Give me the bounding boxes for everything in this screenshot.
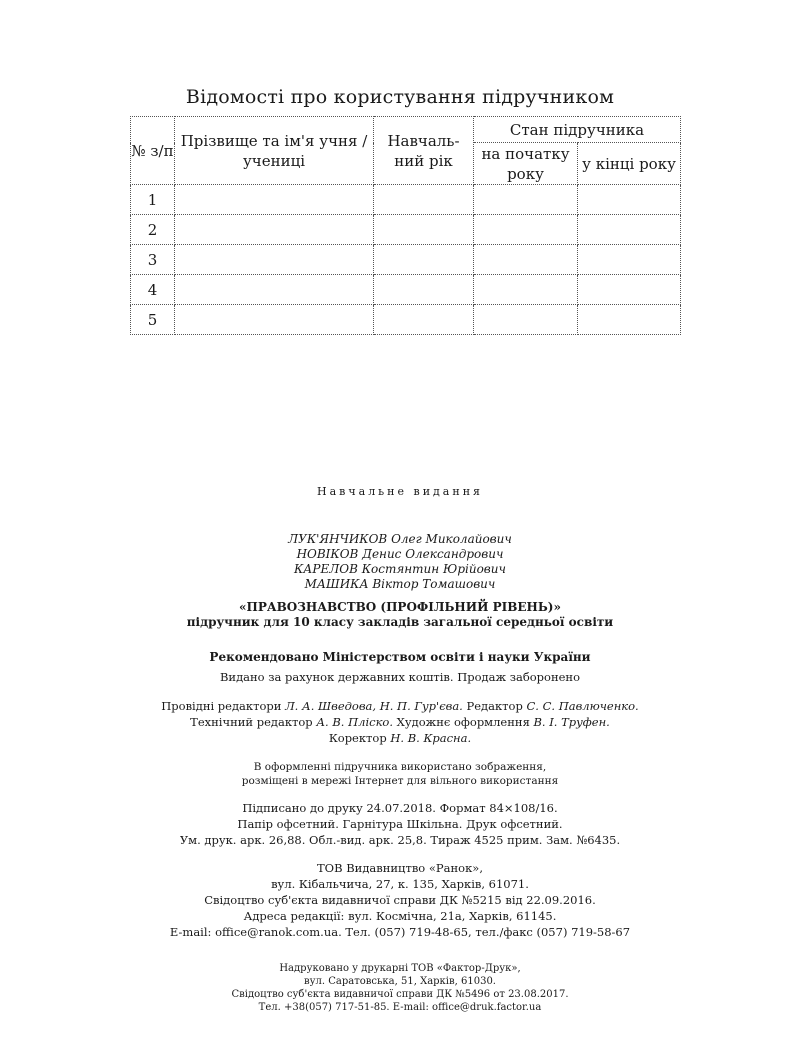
- tech-editor-label: Технічний редактор: [190, 715, 313, 729]
- lead-editors-label: Провідні редактори: [161, 699, 282, 713]
- cell-year: [374, 305, 474, 335]
- cell-year: [374, 275, 474, 305]
- printer-line: вул. Саратовська, 51, Харків, 61030.: [304, 976, 496, 987]
- row-number: 2: [131, 215, 175, 245]
- images-note-line: розміщені в мережі Інтернет для вільного використання: [241, 775, 559, 787]
- printer-info: [0, 962, 800, 1014]
- author: КАРЕЛОВ Костянтин Юрійович: [294, 562, 506, 576]
- page-title: Відомості про користування підручником: [185, 86, 615, 108]
- editors-block: [0, 698, 800, 746]
- printer-line: Свідоцтво суб'єкта видавничої справи ДК №5496 от 23.08.2017.: [231, 989, 569, 1000]
- editor-label: Редактор: [466, 699, 523, 713]
- editors-line-1: [0, 698, 800, 714]
- edition-type: Навчальне видання: [317, 485, 483, 498]
- col-end-header: у кінці року: [578, 143, 681, 185]
- publisher-info: [0, 860, 800, 940]
- cell-year: [374, 215, 474, 245]
- author: МАШИКА Віктор Томашович: [304, 577, 496, 591]
- table-row: [131, 275, 681, 305]
- col-name-header: Прізвище та ім'я учня / учениці: [175, 117, 374, 185]
- cell-name: [175, 275, 374, 305]
- book-title-block: [0, 600, 800, 630]
- funding-note: Видано за рахунок державних коштів. Продаж заборонено: [219, 670, 581, 684]
- images-note-line: В оформленні підручника використано зображення,: [253, 761, 547, 773]
- table-row: [131, 245, 681, 275]
- printer-line: Тел. +38(057) 717-51-85. E-mail: office@druk.factor.ua: [258, 1002, 542, 1013]
- cell-start: [474, 305, 578, 335]
- col-state-header: Стан підручника: [474, 117, 681, 143]
- publisher-line: ТОВ Видавництво «Ранок»,: [317, 861, 483, 875]
- book-title: «ПРАВОЗНАВСТВО (ПРОФІЛЬНИЙ РІВЕНЬ)»: [239, 600, 561, 614]
- row-number: 5: [131, 305, 175, 335]
- editor-name: С. С. Павлюченко.: [526, 699, 639, 713]
- print-info-line: Підписано до друку 24.07.2018. Формат 84×108/16.: [242, 801, 558, 815]
- print-info-line: Папір офсетний. Гарнітура Шкільна. Друк офсетний.: [237, 817, 563, 831]
- publisher-line: вул. Кібальчича, 27, к. 135, Харків, 61071.: [271, 877, 529, 891]
- printer-line: Надруковано у друкарні ТОВ «Фактор-Друк»,: [279, 963, 521, 974]
- art-design-name: В. І. Труфен.: [533, 715, 610, 729]
- cell-end: [578, 305, 681, 335]
- cell-name: [175, 185, 374, 215]
- cell-end: [578, 215, 681, 245]
- cell-name: [175, 305, 374, 335]
- author: НОВІКОВ Денис Олександрович: [296, 547, 504, 561]
- proofreader-name: Н. В. Красна.: [390, 731, 472, 745]
- cell-start: [474, 245, 578, 275]
- table-row: [131, 215, 681, 245]
- cell-end: [578, 275, 681, 305]
- tech-editor-name: А. В. Пліско.: [316, 715, 394, 729]
- print-info-line: Ум. друк. арк. 26,88. Обл.-вид. арк. 25,8. Тираж 4525 прим. Зам. №6435.: [179, 833, 621, 847]
- row-number: 3: [131, 245, 175, 275]
- cell-start: [474, 185, 578, 215]
- editors-line-3: [0, 730, 800, 746]
- col-year-header: Навчаль-ний рік: [374, 117, 474, 185]
- authors-list: [0, 532, 800, 592]
- cell-name: [175, 215, 374, 245]
- col-number-header: № з/п: [131, 117, 175, 185]
- editors-line-2: [0, 714, 800, 730]
- print-info: [0, 800, 800, 848]
- author: ЛУК'ЯНЧИКОВ Олег Миколайович: [288, 532, 512, 546]
- table-row: [131, 185, 681, 215]
- recommendation: Рекомендовано Міністерством освіти і науки України: [209, 650, 591, 664]
- table-row: [131, 305, 681, 335]
- publisher-line: Адреса редакції: вул. Космічна, 21а, Харків, 61145.: [243, 909, 557, 923]
- cell-year: [374, 245, 474, 275]
- proofreader-label: Коректор: [328, 731, 387, 745]
- row-number: 4: [131, 275, 175, 305]
- lead-editors-names: Л. А. Шведова, Н. П. Гур'єва.: [285, 699, 463, 713]
- cell-year: [374, 185, 474, 215]
- book-subtitle: підручник для 10 класу закладів загальної середньої освіти: [186, 615, 614, 629]
- publisher-line: E-mail: office@ranok.com.ua. Тел. (057) 719-48-65, тел./факс (057) 719-58-67: [169, 925, 631, 939]
- row-number: 1: [131, 185, 175, 215]
- art-design-label: Художнє оформлення: [396, 715, 530, 729]
- cell-end: [578, 185, 681, 215]
- usage-table: [130, 116, 681, 335]
- cell-name: [175, 245, 374, 275]
- images-note: [0, 760, 800, 788]
- col-start-header: на початку року: [474, 143, 578, 185]
- publisher-line: Свідоцтво суб'єкта видавничої справи ДК №5215 від 22.09.2016.: [204, 893, 596, 907]
- cell-start: [474, 215, 578, 245]
- cell-end: [578, 245, 681, 275]
- cell-start: [474, 275, 578, 305]
